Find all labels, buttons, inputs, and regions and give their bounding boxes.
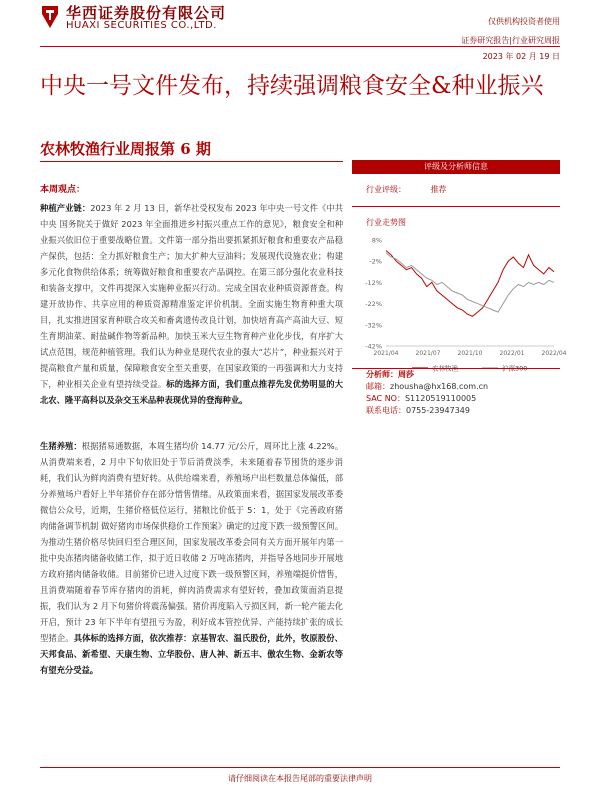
legend-label: 沪深300 [502, 364, 528, 373]
company-logo-icon [40, 4, 60, 30]
x-tick-label: 2021/10 [457, 350, 483, 357]
x-tick-label: 2022/01 [499, 350, 525, 357]
chart-title: 行业走势图 [366, 218, 406, 227]
series-line [386, 251, 554, 317]
sac-label: SAC NO： [366, 394, 405, 403]
report-subtitle: 农林牧渔行业周报第 6 期 [40, 140, 211, 158]
main-body [40, 182, 343, 678]
email-value[interactable]: zhousha@hx168.com.cn [390, 382, 489, 391]
y-tick-label: 8% [371, 236, 382, 245]
y-tick-label: -22% [365, 300, 382, 309]
sac-value: S1120519110005 [404, 394, 477, 403]
footer-disclaimer: 请仔细阅读在本报告尾部的重要法律声明 [228, 774, 372, 783]
rating-value: 推荐 [430, 185, 447, 194]
phone-label: 联系电话： [366, 406, 406, 415]
paragraph-pick: 京基智农、温氏股份，此外，牧原股份、天邦食品、新希望、天康生物、立华股份、唐人神、新五丰、傲农生物、金新农等有望充分受益。 [40, 633, 343, 675]
paragraph-pick-label: 具体标的选择方面，依次推荐： [73, 633, 192, 643]
brand-name-en: HUAXI SECURITIES CO.,LTD. [66, 20, 217, 31]
paragraph-label: 种植产业链： [40, 203, 91, 213]
analyst-label: 分析师： [366, 370, 398, 379]
x-tick-label: 2022/04 [541, 350, 567, 357]
legend-label: 农林牧渔 [432, 364, 458, 373]
paragraph-text: 根据猪易通数据，本周生猪均价 14.77 元/公斤，周环比上涨 4.22%。从消费端来看，2 月中下旬依旧处于节后消费淡季，未来随着春节囤货的逐步消耗，我们认为鲜肉消费有望好转。从供给端来看，养殖场户出栏数量总体偏低，部分养殖场户看好上半年猪价存在部分惜售情绪。从政策面来看，据国家发展改革委微信公众号，近期，生猪价格低位运行，猪粮比价低于 5：1，处于《完善政府猪肉储备调节机制 做好猪肉市场保供稳价工作预案》确定的过度下跌一级预警区间。为推动生猪价格尽快回归至合理区间，国家发展改革委会同有关方面开展年内第一批中央冻猪肉储备收储工作，拟于近日收储 2 万吨冻猪肉，并指导各地同步开展地方政府猪肉储备收储。目前猪价已进入过度下跌一级预警区间，养殖端挺价惜售，且消费端随着春节库存猪肉的消耗，鲜肉消费需求有望好转，叠加政策面消息提振，我们认为 2 月下旬猪价将震荡偏强。猪价再度陷入亏损区间，新一轮产能去化开启，预计 23 年下半年有望扭亏为盈，利好成本管控优异、产能持续扩张的成长型猪企。 [40, 441, 343, 643]
y-tick-label: -32% [365, 321, 382, 330]
sac-row [352, 393, 560, 405]
email-row [352, 381, 560, 393]
analyst-name: 周莎 [398, 370, 414, 379]
series-line [386, 253, 554, 312]
report-category: 证券研究报告|行业研究周报 [461, 36, 560, 45]
paragraph-text: 2023 年 2 月 13 日，新华社受权发布 2023 年中央一号文件《中共中央 国务院关于做好 2023 年全面推进乡村振兴重点工作的意见》，粮食安全和种业振兴依旧位于重要战略位置。文件第一部分指出要抓紧抓好粮食和重要农产品稳产保供，包括：全力抓好粮食生产；加大扩种大豆油料；发展现代设施农业；构建多元化食物供给体系；统筹做好粮食和重要农产品调控。在第三部分强化农业科技和装备支撑中，文件再提深入实施种业振兴行动。完成全国农业种质资源普查。构建开放协作、共享应用的种质资源精准鉴定评价机制。全面实施生物育种重大项目，扎实推进国家育种联合攻关和畜禽遗传改良计划，加快培育高产高油大豆、短生育期油菜、耐盐碱作物等新品种。加快玉米大豆生物育种产业化步伐，有序扩大试点范围，规范种植管理。我们认为种业是现代农业的强大“芯片”，种业振兴对于提高粮食产量和质量，保障粮食安全至关重要，在国家政策的一再强调和大力支持下，种业相关企业有望持续受益。 [40, 203, 343, 389]
paragraph-hog [40, 438, 343, 678]
report-title: 中央一号文件发布，持续强调粮食安全&种业振兴 [40, 73, 544, 99]
x-tick-label: 2021/04 [373, 350, 399, 357]
sidebar [352, 160, 567, 378]
audience-label: 仅供机构投资者使用 [488, 17, 560, 26]
footer-divider [40, 767, 560, 768]
y-tick-label: -42% [365, 342, 382, 351]
phone-value: 0755-23947349 [406, 406, 470, 415]
y-tick-label: -12% [365, 278, 382, 287]
trend-chart [352, 228, 567, 378]
y-tick-label: -2% [369, 257, 382, 266]
section-heading: 本周观点： [40, 185, 86, 195]
paragraph-label: 生猪养殖： [40, 441, 82, 451]
header-divider [40, 46, 560, 47]
analyst-info [352, 364, 560, 417]
x-tick-label: 2021/07 [415, 350, 441, 357]
phone-row [352, 405, 560, 417]
industry-rating [352, 182, 560, 207]
analyst-name-row [352, 369, 560, 381]
brand-name-cn: 华西证券股份有限公司 [66, 4, 227, 22]
rating-label: 行业评级： [366, 185, 406, 194]
email-label: 邮箱： [366, 382, 390, 391]
report-date: 2023 年 02 月 19 日 [482, 52, 560, 61]
paragraph-pick: 标的选择方面，我们重点推荐先发优势明显的大北农、隆平高科以及杂交玉米品种表现优异的登海种业。 [40, 379, 343, 405]
rating-box-title: 评级及分析师信息 [352, 160, 560, 174]
paragraph-planting [40, 200, 343, 408]
subtitle-divider [40, 161, 343, 162]
